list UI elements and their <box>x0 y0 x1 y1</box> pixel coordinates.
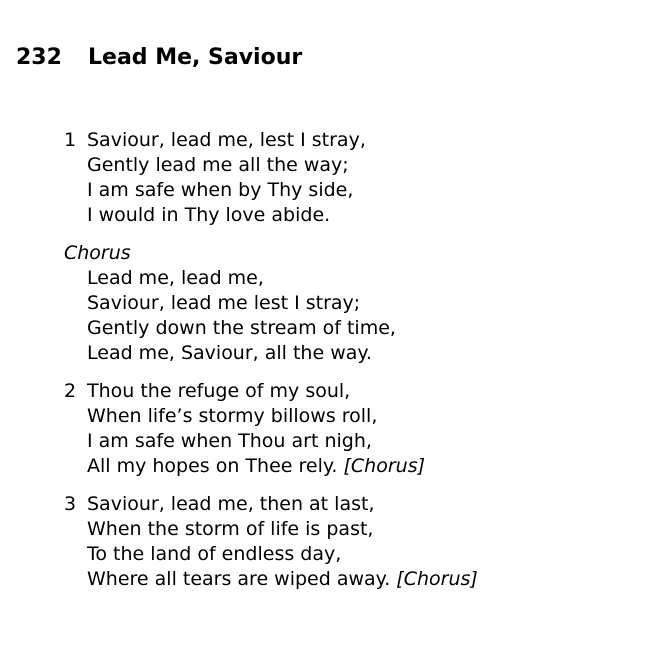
verse-line: When the storm of life is past, <box>87 518 374 540</box>
verse-line: I am safe when by Thy side, <box>87 179 354 201</box>
verse-number: 3 <box>64 493 77 515</box>
hymn-number: 232 <box>16 45 62 70</box>
verse-line: I would in Thy love abide. <box>87 204 331 226</box>
verse-line: I am safe when Thou art nigh, <box>87 430 372 452</box>
verse-line: Where all tears are wiped away. <box>87 568 391 590</box>
verse-line: Gently lead me all the way; <box>87 154 349 176</box>
hymn-header <box>16 44 302 72</box>
chorus-line: Lead me, Saviour, all the way. <box>87 342 372 364</box>
verse-line: All my hopes on Thee rely. <box>87 455 338 477</box>
verse-3 <box>64 492 644 592</box>
verse-number: 2 <box>64 380 77 402</box>
chorus-line: Lead me, lead me, <box>87 267 264 289</box>
verse-number: 1 <box>64 129 77 151</box>
hymn-body <box>64 128 644 605</box>
verse-line: When life’s stormy billows roll, <box>87 405 378 427</box>
verse-2 <box>64 379 644 479</box>
chorus-reference: [Chorus] <box>396 568 478 590</box>
verse-line: Thou the refuge of my soul, <box>87 380 351 402</box>
chorus-line: Saviour, lead me lest I stray; <box>87 292 361 314</box>
chorus-line: Gently down the stream of time, <box>87 317 396 339</box>
verse-line: Saviour, lead me, then at last, <box>87 493 375 515</box>
verse-1 <box>64 128 644 228</box>
verse-line: To the land of endless day, <box>87 543 342 565</box>
chorus-reference: [Chorus] <box>343 455 426 477</box>
chorus <box>64 241 644 366</box>
hymn-title: Lead Me, Saviour <box>88 45 303 70</box>
chorus-label: Chorus <box>64 242 131 264</box>
verse-line: Saviour, lead me, lest I stray, <box>87 129 366 151</box>
